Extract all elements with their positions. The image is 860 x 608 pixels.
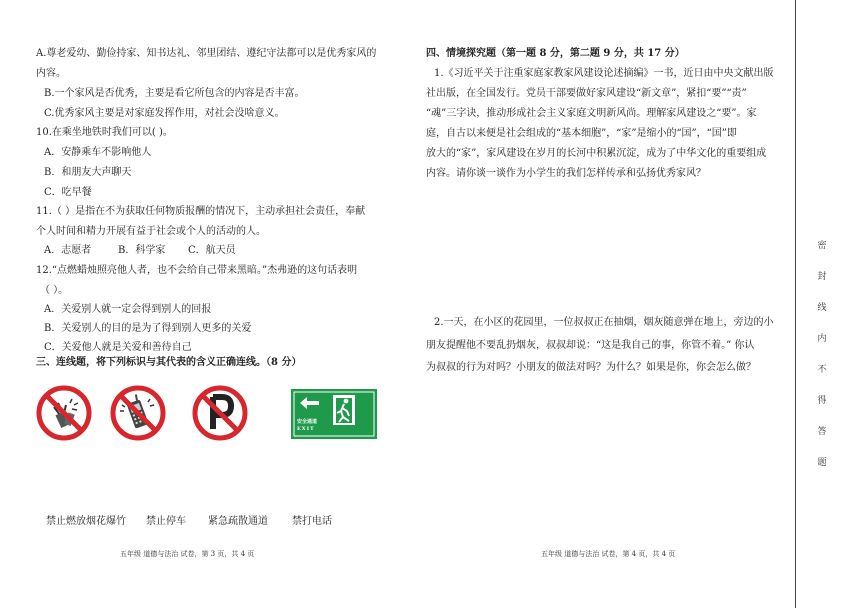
q9-option-b: B.一个家风是否优秀，主要是看它所包含的内容是否丰富。 [44, 88, 305, 99]
left-page-footer: 五年级 道德与法治 试卷，第 3 页，共 4 页 [120, 550, 255, 558]
exit-sign-cn: 安全通道 [297, 419, 318, 425]
q12-option-a: A．关爱别人就一定会得到别人的回报 [44, 304, 212, 315]
q1-line4: 庭，自古以来便是社会组成的“基本细胞”，“家”是缩小的“国”，“国”即 [426, 128, 737, 139]
q1-line2: 社出版，在全国发行。党员干部要做好家风建设“新文章”，紧扣“要”“责” [426, 88, 747, 99]
q2-line3: 为叔叔的行为对吗？小朋友的做法对吗？为什么？如果是你，你会怎么做？ [426, 362, 756, 373]
q11-option-c: C．航天员 [188, 245, 236, 256]
q1-line1: 1.《习近平关于注重家庭家教家风建设论述摘编》一书，近日由中央文献出版 [434, 68, 774, 79]
q12-stem-line1: 12.“点燃蜡烛照亮他人者，也不会给自己带来黑暗。”杰弗逊的这句话表明 [36, 265, 358, 276]
emergency-exit-icon [291, 389, 377, 439]
q2-line1: 2.一天，在小区的花园里，一位叔叔正在抽烟，烟灰随意弹在地上，旁边的小 [434, 317, 774, 328]
q10-option-a: A．安静乘车不影响他人 [44, 147, 152, 158]
right-page-footer: 五年级 道德与法治 试卷，第 4 页，共 4 页 [541, 550, 676, 558]
seal-char: 答 [817, 427, 827, 437]
q11-option-a: A．志愿者 [44, 245, 92, 256]
q11-stem-line2: 个人时间和精力开展有益于社会或个人的活动的人。 [36, 226, 266, 237]
section3-title: 三、连线题，将下列标识与其代表的含义正确连线。（8 分） [36, 357, 302, 368]
q9-option-c: C.优秀家风主要是对家庭发挥作用，对社会没啥意义。 [44, 108, 285, 119]
section4-title: 四、情境探究题（第一题 8 分，第二题 9 分，共 17 分） [426, 48, 685, 59]
q2-line2: 朋友提醒他不要乱扔烟灰，叔叔却说：“这是我自己的事，你管不着。” 你认 [426, 340, 755, 351]
q9-option-a-line1: A.尊老爱幼、勤俭持家、知书达礼、邻里团结、遵纪守法都可以是优秀家风的 [36, 48, 377, 59]
no-phone-icon [110, 385, 166, 441]
seal-char: 题 [817, 458, 827, 468]
q10-option-b: B．和朋友大声聊天 [44, 167, 132, 178]
q10-stem: 10.在乘坐地铁时我们可以( )。 [36, 127, 173, 138]
label-no-fireworks: 禁止燃放烟花爆竹 [46, 516, 126, 527]
label-no-phone: 禁打电话 [292, 516, 332, 527]
q9-option-a-line2: 内容。 [36, 68, 66, 79]
no-fireworks-icon [36, 385, 92, 441]
seal-char: 不 [817, 365, 827, 375]
no-parking-icon [191, 385, 249, 441]
q11-option-b: B．科学家 [118, 245, 166, 256]
seal-char: 线 [817, 303, 827, 313]
seal-char: 得 [817, 396, 827, 406]
q12-option-c: C．关爱他人就是关爱和善待自己 [44, 342, 192, 353]
q11-stem-line1: 11.（ ）是指在不为获取任何物质报酬的情况下，主动承担社会责任，奉献 [36, 206, 366, 217]
seal-char: 封 [817, 272, 827, 282]
exit-sign-en: EXIT [297, 426, 315, 432]
q10-option-c: C．吃早餐 [44, 187, 92, 198]
q12-option-b: B．关爱别人的目的是为了得到别人更多的关爱 [44, 323, 252, 334]
seal-line [795, 0, 796, 608]
q12-stem-line2: （ ）。 [40, 285, 69, 296]
label-no-parking: 禁止停车 [146, 516, 186, 527]
label-emergency-exit: 紧急疏散通道 [208, 516, 268, 527]
q1-line5: 放大的“家”，家风建设在岁月的长河中积累沉淀，成为了中华文化的重要组成 [426, 148, 767, 159]
seal-char: 内 [817, 334, 827, 344]
q1-line3: “魂”三字诀，推动形成社会主义家庭文明新风尚。理解家风建设之“要”。家 [426, 108, 757, 119]
q1-line6: 内容。请你谈一谈作为小学生的我们怎样传承和弘扬优秀家风？ [426, 168, 706, 179]
seal-char: 密 [817, 241, 827, 251]
